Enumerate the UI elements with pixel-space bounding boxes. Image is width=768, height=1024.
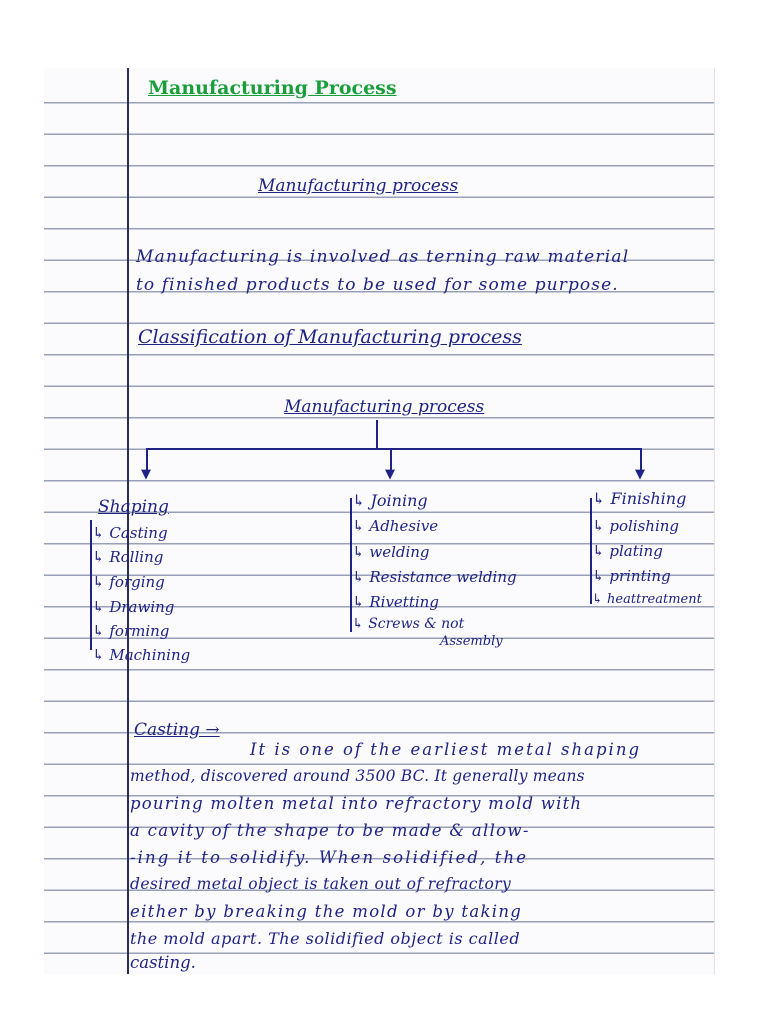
list-item: ↳ plating bbox=[592, 542, 663, 560]
arrow-icon: ↳ bbox=[92, 573, 105, 591]
casting-line: pouring molten metal into refractory mold with bbox=[130, 794, 583, 813]
branch-line bbox=[146, 448, 640, 450]
arrow-icon: ↳ bbox=[352, 517, 365, 535]
margin-line bbox=[127, 68, 129, 974]
casting-line: casting. bbox=[130, 953, 196, 972]
casting-line: method, discovered around 3500 BC. It generally means bbox=[130, 767, 585, 785]
list-item: ↳ Machining bbox=[92, 646, 191, 664]
arrow-down-icon: ▼ bbox=[141, 467, 151, 482]
list-item: ↳ Resistance welding bbox=[352, 568, 517, 586]
diagram-root: Manufacturing process bbox=[284, 397, 485, 417]
definition-line-2: to finished products to be used for some purpose. bbox=[136, 275, 619, 295]
section-heading: Manufacturing process bbox=[258, 176, 459, 196]
arrow-down-icon: ▼ bbox=[635, 467, 645, 482]
arrow-icon: ↳ bbox=[592, 489, 606, 508]
root-stem bbox=[376, 420, 378, 448]
arrow-down-icon: ▼ bbox=[385, 467, 395, 482]
list-item: ↳ Adhesive bbox=[352, 517, 439, 535]
list-item: ↳ Rolling bbox=[92, 548, 164, 566]
arrow-icon: ↳ bbox=[92, 598, 105, 616]
classification-heading: Classification of Manufacturing process bbox=[138, 326, 522, 348]
list-item: ↳ Screws & not bbox=[352, 616, 465, 632]
list-item: ↳ heattreatment bbox=[592, 592, 702, 607]
arrow-icon: ↳ bbox=[352, 593, 365, 611]
arrow-icon: ↳ bbox=[352, 543, 365, 561]
page-title: Manufacturing Process bbox=[148, 77, 397, 99]
arrow-icon: ↳ bbox=[92, 524, 105, 542]
arrow-icon: ↳ bbox=[92, 646, 105, 664]
finishing-title-row: ↳ Finishing bbox=[592, 489, 687, 508]
list-item: ↳ polishing bbox=[592, 517, 680, 535]
casting-line: the mold apart. The solidified object is called bbox=[130, 929, 521, 948]
casting-line: -ing it to solidify. When solidified, the bbox=[130, 848, 529, 867]
shaping-title: Shaping bbox=[98, 497, 169, 517]
list-item: ↳ Drawing bbox=[92, 598, 175, 616]
casting-line: desired metal object is taken out of refractory bbox=[130, 875, 512, 893]
arrow-icon: ↳ bbox=[592, 542, 605, 560]
arrow-icon: ↳ bbox=[352, 616, 364, 632]
list-item: ↳ welding bbox=[352, 543, 430, 561]
list-item: ↳ printing bbox=[592, 567, 671, 585]
arrow-icon: ↳ bbox=[352, 491, 366, 510]
joining-title-row: ↳ Joining bbox=[352, 491, 428, 510]
definition-line-1: Manufacturing is involved as terning raw material bbox=[136, 247, 630, 267]
list-item: ↳ Casting bbox=[92, 524, 168, 542]
list-item: ↳ forging bbox=[92, 573, 165, 591]
list-item: ↳ Rivetting bbox=[352, 593, 439, 611]
list-item: ↳ forming bbox=[92, 622, 170, 640]
list-item-continued: Assembly bbox=[440, 634, 503, 649]
casting-line: It is one of the earliest metal shaping bbox=[250, 740, 642, 759]
casting-heading: Casting → bbox=[134, 720, 220, 740]
arrow-icon: ↳ bbox=[92, 548, 105, 566]
casting-line: a cavity of the shape to be made & allow- bbox=[130, 821, 530, 840]
arrow-icon: ↳ bbox=[352, 568, 365, 586]
arrow-icon: ↳ bbox=[92, 622, 105, 640]
arrow-icon: ↳ bbox=[592, 592, 603, 607]
casting-line: either by breaking the mold or by taking bbox=[130, 902, 523, 921]
arrow-icon: ↳ bbox=[592, 517, 605, 535]
arrow-icon: ↳ bbox=[592, 567, 605, 585]
